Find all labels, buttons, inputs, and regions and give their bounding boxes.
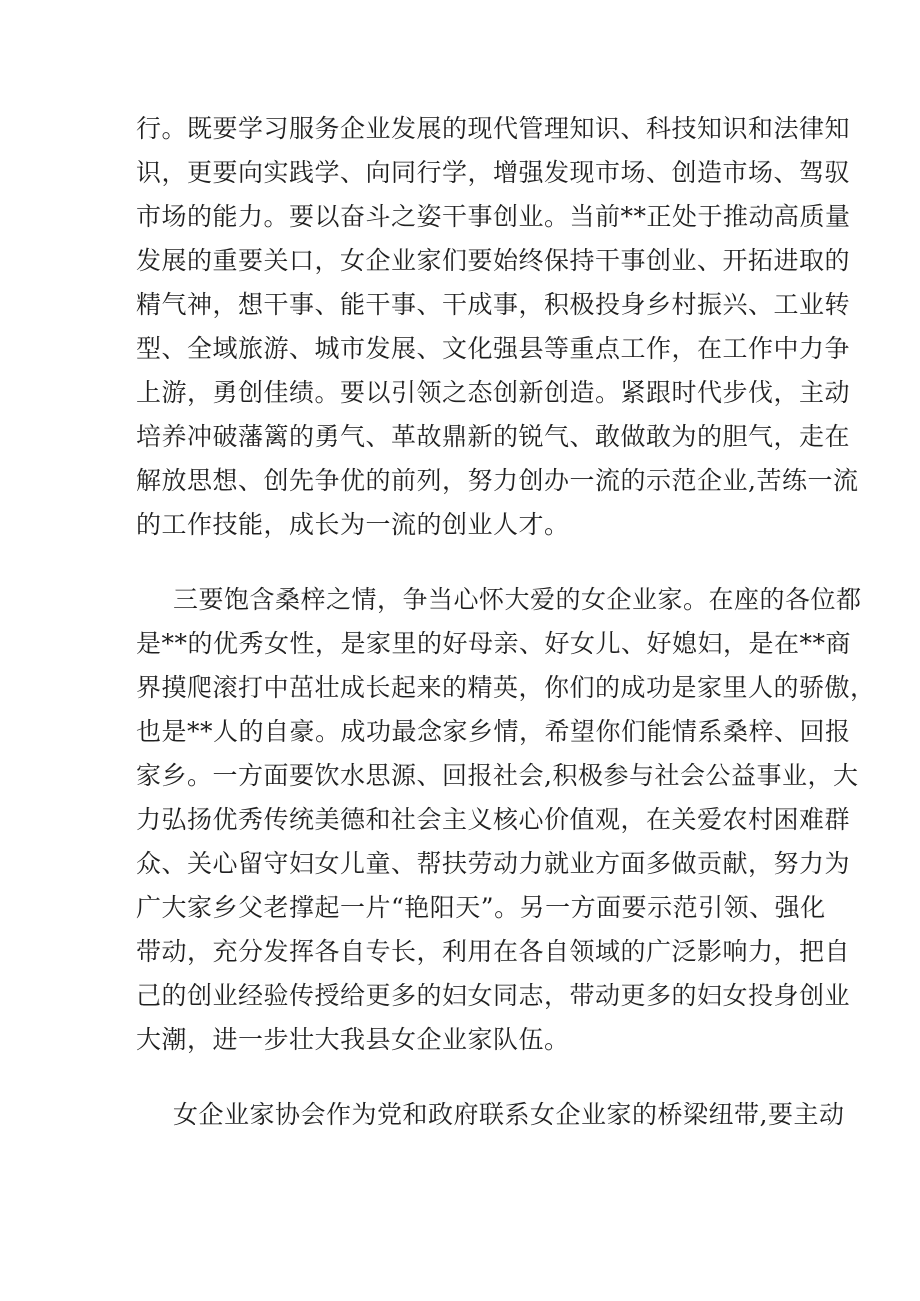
text-line: 大潮，进一步壮大我县女企业家队伍。 <box>136 1025 570 1054</box>
text-line: 带动，充分发挥各自专长，利用在各自领域的广泛影响力，把自 <box>136 937 851 966</box>
text-line: 上游，勇创佳绩。要以引领之态创新创造。紧跟时代步伐，主动 <box>136 378 851 407</box>
text-line: 识，更要向实践学、向同行学，增强发现市场、创造市场、驾驭 <box>136 158 851 187</box>
text-line: 界摸爬滚打中茁壮成长起来的精英，你们的成功是家里人的骄傲， <box>136 673 876 702</box>
paragraph-2 <box>136 578 876 1062</box>
text-line: 的工作技能，成长为一流的创业人才。 <box>136 510 570 539</box>
text-line: 众、关心留守妇女儿童、帮扶劳动力就业方面多做贡献，努力为 <box>136 849 851 878</box>
document-body <box>136 107 876 1137</box>
text-line: 行。既要学习服务企业发展的现代管理知识、科技知识和法律知 <box>136 114 851 143</box>
text-line: 己的创业经验传授给更多的妇女同志，带动更多的妇女投身创业 <box>136 981 851 1010</box>
text-line: 精气神，想干事、能干事、干成事，积极投身乡村振兴、工业转 <box>136 290 851 319</box>
text-line: 也是**人的自豪。成功最念家乡情，希望你们能情系桑梓、回报 <box>136 717 851 746</box>
text-line: 培养冲破藩篱的勇气、革故鼎新的锐气、敢做敢为的胆气，走在 <box>136 422 851 451</box>
text-line-indented: 三要饱含桑梓之情，争当心怀大爱的女企业家。在座的各位都 <box>173 585 862 614</box>
text-line: 力弘扬优秀传统美德和社会主义核心价值观，在关爱农村困难群 <box>136 805 851 834</box>
paragraph-spacer <box>136 1062 796 1093</box>
text-line: 发展的重要关口，女企业家们要始终保持干事创业、开拓进取的 <box>136 246 851 275</box>
text-line-indented: 女企业家协会作为党和政府联系女企业家的桥梁纽带,要主动 <box>173 1100 845 1129</box>
text-line: 解放思想、创先争优的前列，努力创办一流的示范企业,苦练一流 <box>136 466 859 495</box>
text-line: 型、全域旅游、城市发展、文化强县等重点工作，在工作中力争 <box>136 334 851 363</box>
paragraph-spacer <box>136 547 796 578</box>
text-line: 市场的能力。要以奋斗之姿干事创业。当前**正处于推动高质量 <box>136 202 851 231</box>
text-line: 是**的优秀女性，是家里的好母亲、好女儿、好媳妇，是在**商 <box>136 629 852 658</box>
text-line: 广大家乡父老撑起一片“艳阳天”。另一方面要示范引领、强化 <box>136 893 826 922</box>
paragraph-3 <box>136 1093 845 1137</box>
paragraph-1 <box>136 107 859 547</box>
text-line: 家乡。一方面要饮水思源、回报社会,积极参与社会公益事业，大 <box>136 761 859 790</box>
